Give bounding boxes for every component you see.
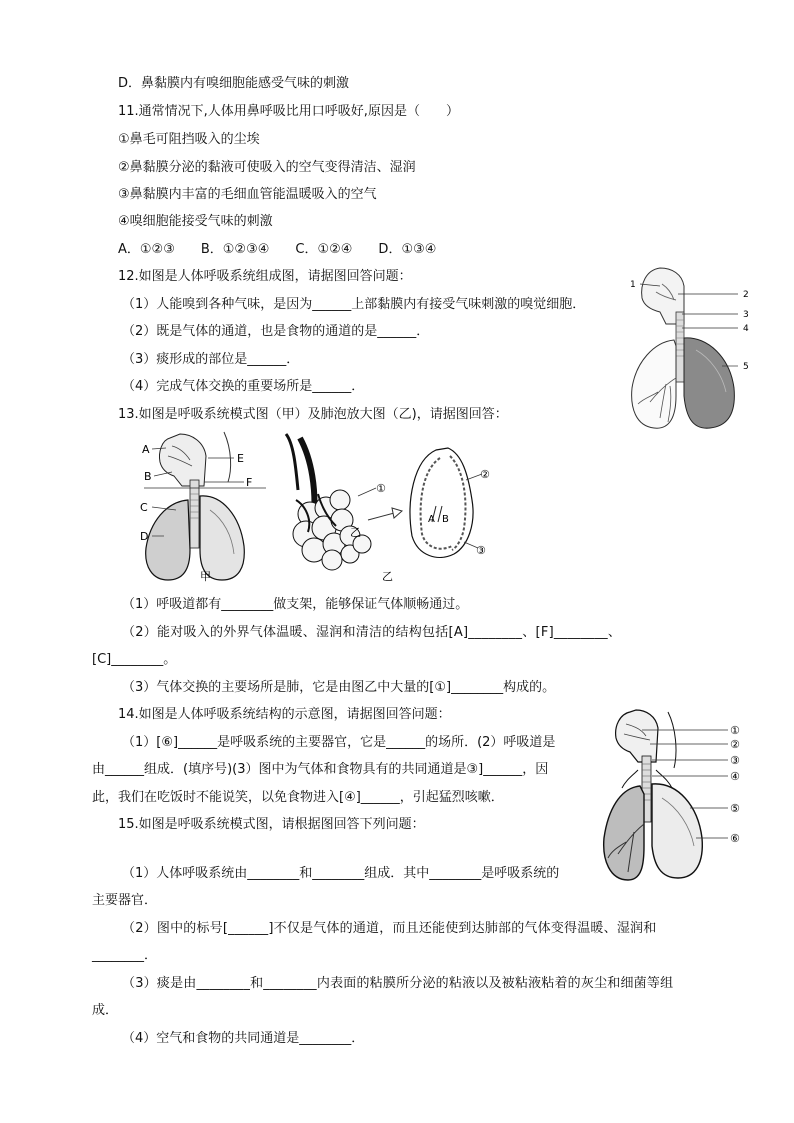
fig14-label-5: ⑤ <box>730 802 740 815</box>
fig14-label-6: ⑥ <box>730 832 740 845</box>
q13-respiratory-diagram <box>136 430 496 588</box>
q13-sub-2: （2）能对吸入的外界气体温暖、湿润和清洁的结构包括[A]________、[F]________、 <box>122 625 622 640</box>
q15-sub-1: （1）人体呼吸系统由________和________组成．其中________是呼吸系统的 <box>122 866 560 881</box>
fig13-label-yi-a: A <box>428 514 435 525</box>
fig13-label-a: A <box>142 443 150 456</box>
q15-sub-1-cont: 主要器官． <box>92 893 158 908</box>
q15-sub-2: （2）图中的标号[______]不仅是气体的通道，而且还能使到达肺部的气体变得温暖、湿润和 <box>122 921 657 936</box>
q14-line-1: （1）[⑥]______是呼吸系统的主要器官，它是______的场所．(2）呼吸道是 <box>122 735 556 750</box>
q12-sub-2: （2）既是气体的通道，也是食物的通道的是______． <box>122 324 430 339</box>
q15-sub-3-cont: 成． <box>92 1003 119 1018</box>
q11-stem: 11.通常情况下,人体用鼻呼吸比用口呼吸好,原因是（ ） <box>118 104 459 119</box>
q11-item-2: ②鼻黏膜分泌的黏液可使吸入的空气变得清洁、湿润 <box>118 160 416 175</box>
fig12-label-4: 4 <box>743 324 749 334</box>
q11-item-3: ③鼻黏膜内丰富的毛细血管能温暖吸入的空气 <box>118 187 377 202</box>
fig14-label-4: ④ <box>730 770 740 783</box>
q12-sub-4: （4）完成气体交换的重要场所是______． <box>122 379 365 394</box>
fig13-label-c: C <box>140 501 148 514</box>
q15-sub-2-cont: ________． <box>92 948 158 963</box>
q11-item-1: ①鼻毛可阻挡吸入的尘埃 <box>118 132 260 147</box>
q15-stem: 15.如图是呼吸系统模式图，请根据图回答下列问题： <box>118 817 425 832</box>
q11-options: A．①②③ B．①②③④ C．①②④ D．①③④ <box>118 242 437 257</box>
q13-sub-2-cont: [C]________。 <box>92 652 177 667</box>
fig13-label-b: B <box>144 470 152 483</box>
fig13-caption-jia: 甲 <box>200 570 211 583</box>
q11-item-4: ④嗅细胞能接受气味的刺激 <box>118 214 273 229</box>
fig13-label-d: D <box>140 530 149 543</box>
fig13-label-3: ③ <box>476 544 486 557</box>
q12-respiratory-diagram <box>626 266 766 432</box>
fig13-label-e: E <box>237 452 244 465</box>
fig14-label-3: ③ <box>730 754 740 767</box>
fig13-label-2: ② <box>480 468 490 481</box>
q13-sub-3: （3）气体交换的主要场所是肺，它是由图乙中大量的[①]________构成的。 <box>122 680 556 695</box>
q14-line-3: 此，我们在吃饭时不能说笑，以免食物进入[④]______，引起猛烈咳嗽． <box>92 790 504 805</box>
q13-sub-1: （1）呼吸道都有________做支架，能够保证气体顺畅通过。 <box>122 597 469 612</box>
fig13-label-f: F <box>246 476 253 489</box>
q12-sub-3: （3）痰形成的部位是______． <box>122 352 300 367</box>
fig12-label-2: 2 <box>743 290 749 300</box>
fig14-label-2: ② <box>730 738 740 751</box>
q12-sub-1: （1）人能嗅到各种气味，是因为______上部黏膜内有接受气味刺激的嗅觉细胞． <box>122 297 586 312</box>
q14-stem: 14.如图是人体呼吸系统结构的示意图，请据图回答问题： <box>118 707 451 722</box>
q14-line-2: 由______组成．(填序号)(3）图中为气体和食物具有的共同通道是③]______，因 <box>92 762 549 777</box>
q14-respiratory-diagram <box>598 708 778 886</box>
fig14-label-1: ① <box>730 724 740 737</box>
q12-stem: 12.如图是人体呼吸系统组成图，请据图回答问题： <box>118 269 412 284</box>
fig13-label-yi-b: B <box>442 514 449 525</box>
q10-option-d: D．鼻黏膜内有嗅细胞能感受气味的刺激 <box>118 76 350 91</box>
fig12-label-5: 5 <box>743 362 749 372</box>
q15-sub-3: （3）痰是由________和________内表面的粘膜所分泌的粘液以及被粘液粘着的灰尘和细菌等组 <box>122 976 674 991</box>
fig12-label-1: 1 <box>630 280 636 290</box>
fig13-label-alveolus: ① <box>376 482 386 495</box>
fig13-caption-yi: 乙 <box>382 570 393 583</box>
q15-sub-4: （4）空气和食物的共同通道是________． <box>122 1031 365 1046</box>
q13-stem: 13.如图是呼吸系统模式图（甲）及肺泡放大图（乙)，请据图回答： <box>118 407 508 422</box>
fig13-label-yi-inner: 乙 <box>350 526 361 539</box>
fig12-label-3: 3 <box>743 310 749 320</box>
